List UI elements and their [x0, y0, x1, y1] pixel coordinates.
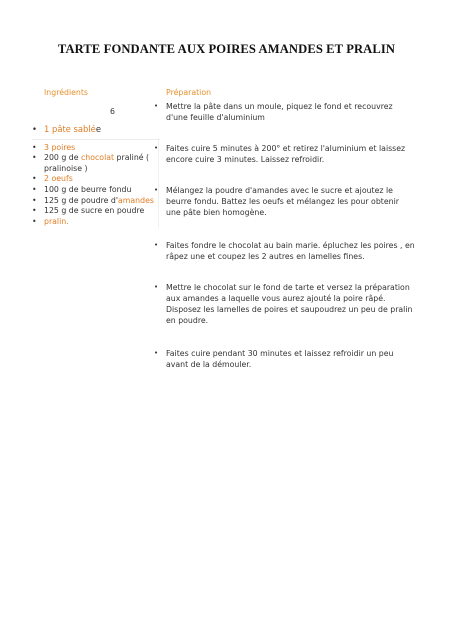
ingredient-item: [32, 124, 160, 140]
bullet-icon: •: [32, 184, 37, 194]
ingredient-text: 200 g de: [44, 153, 82, 163]
ingredients-list: [32, 124, 160, 227]
ingredient-text: poires: [51, 142, 76, 152]
bullet-icon: •: [32, 142, 37, 152]
ingredient-item: [32, 143, 160, 154]
bullet-icon: •: [32, 206, 37, 216]
bullet-icon: •: [32, 174, 37, 184]
step-text: Mélangez la poudre d'amandes avec le sucre et ajoutez le beurre fondu. Battez les oeufs et mélangez les pour obtenir une pâte bien homogène.: [166, 186, 399, 217]
ingredients-heading: Ingrédients: [44, 88, 88, 97]
step-text: Faites fondre le chocolat au bain marie. épluchez les poires , en râpez une et coupez les 2 autres en lamelles fines.: [166, 241, 415, 261]
ingredient-item: [32, 196, 160, 207]
ingredient-text: praliné ( pralinoise ): [44, 153, 150, 173]
ingredient-item: [32, 185, 160, 196]
ingredient-item: [32, 217, 160, 228]
preparation-step: [154, 185, 416, 218]
ingredient-item: [32, 153, 160, 174]
ingredient-text: 2: [44, 174, 52, 184]
recipe-title: TARTE FONDANTE AUX POIRES AMANDES ET PRALIN: [57, 42, 396, 56]
bullet-icon: •: [32, 195, 37, 205]
bullet-icon: •: [154, 349, 159, 357]
ingredient-text: oeufs: [51, 174, 73, 184]
ingredient-item: [32, 174, 160, 185]
bullet-icon: •: [154, 283, 159, 291]
step-text: Faites cuire pendant 30 minutes et laissez refroidir un peu avant de la démouler.: [166, 349, 394, 369]
bullet-icon: •: [32, 153, 37, 163]
preparation-steps: [154, 101, 416, 370]
preparation-step: [154, 240, 416, 262]
preparation-step: [154, 282, 416, 326]
bullet-icon: •: [154, 186, 159, 194]
bullet-icon: •: [32, 216, 37, 226]
ingredient-item: [32, 206, 160, 217]
bullet-icon: •: [154, 144, 159, 152]
preparation-step: [154, 143, 416, 165]
ingredient-text: pralin.: [44, 216, 69, 226]
ingredient-text: 1: [44, 124, 52, 134]
step-text: Faites cuire 5 minutes à 200° et retirez l'aluminium et laissez encore cuire 3 minutes. Laissez refroidir.: [166, 144, 406, 164]
bullet-icon: •: [154, 102, 159, 110]
ingredient-text: 100 g de beurre fondu: [44, 184, 132, 194]
preparation-step: [154, 348, 416, 370]
ingredient-text: amandes: [118, 195, 154, 205]
bullet-icon: •: [154, 241, 159, 249]
bullet-icon: •: [32, 124, 37, 134]
step-text: Mettre la pâte dans un moule, piquez le fond et recouvrez d'une feuille d'aluminium: [166, 102, 393, 122]
ingredient-text: 125 g de sucre en poudre: [44, 206, 145, 216]
ingredient-text: pâte sablé: [52, 124, 96, 134]
ingredient-text: 3: [44, 142, 52, 152]
ingredient-text: 125 g de poudre d': [44, 195, 119, 205]
ingredient-text: chocolat: [81, 153, 115, 163]
preparation-step: [154, 101, 416, 123]
ingredient-text: e: [95, 124, 101, 134]
step-text: Mettre le chocolat sur le fond de tarte et versez la préparation aux amandes a laquelle vous aurez ajouté la poire râpé. Disposez les lamelles de poires et saupoudrez un peu de pralin en poudre.: [166, 283, 413, 325]
preparation-heading: Préparation: [166, 88, 212, 97]
servings-count: 6: [110, 107, 115, 116]
